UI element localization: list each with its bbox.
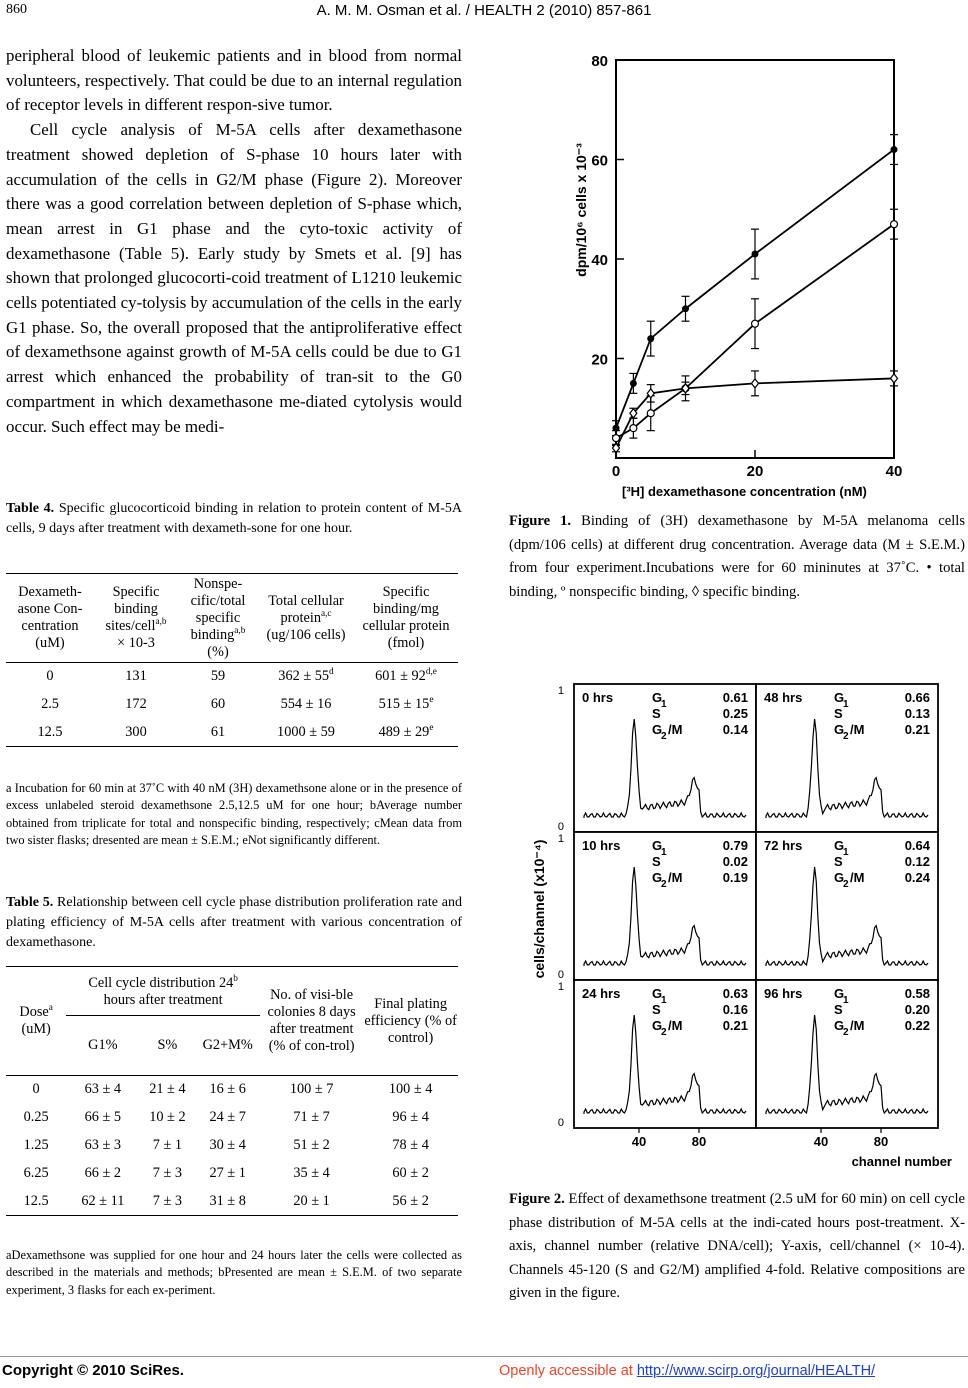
phase-label-g1: G (652, 690, 663, 705)
time-label: 0 hrs (582, 690, 614, 705)
table-cell: 0.25 (23, 1109, 49, 1125)
time-label: 10 hrs (582, 838, 621, 853)
x-axis-label: [³H] dexamethasone concentration (nM) (622, 484, 867, 499)
table-cell: 96 ± 4 (392, 1109, 429, 1125)
table-cell: 100 ± 7 (289, 1081, 334, 1098)
page-number: 860 (6, 2, 27, 17)
y-tick-label: 1 (557, 685, 564, 697)
running-title: A. M. M. Osman et al. / HEALTH 2 (2010) 857-861 (316, 2, 652, 19)
table-cell: 30 ± 4 (209, 1137, 246, 1153)
table-row: 0 131 59 $362 \pm 55^d$ $601 \pm 92^{d,e}$ (46, 667, 437, 685)
phase-label-g2m: G (652, 1018, 663, 1033)
phase-label-s: S (834, 1002, 843, 1017)
table-row (6, 1076, 458, 1104)
phase-label-g2m: G (652, 870, 663, 885)
data-point-total (630, 380, 637, 387)
table-cell: 1.25 (23, 1137, 49, 1153)
table-cell: 20 ± 1 (293, 1192, 330, 1209)
phase-sub: 2 (661, 1027, 667, 1038)
x-tick-label: 20 (746, 463, 764, 480)
phase-label-g2m: G (834, 1018, 845, 1033)
data-point-specific (752, 379, 759, 388)
fraction-s: 0.13 (904, 706, 930, 721)
y-tick-label: 1 (557, 981, 564, 993)
time-label: 96 hrs (764, 986, 803, 1001)
fraction-g2m: 0.22 (904, 1018, 930, 1033)
table-cell: 7 ± 3 (152, 1192, 183, 1209)
table-5: Dose$^a$ (uM) Cell cycle distribution 24$^b$ hours after treatment No. of visi-ble colonies 8 days after treatment (% of con-trol) Final plating efficiency (% of control) G1% S% G2+M% 0 63 ± 4 21 ± 4 16 ± 6 100 ± 7 100 ± 4 0.25 66 ± 5 10 ± 2 24 ± 7 71 ± 7 96 ± 4 1.25 63 ± 3 7 ± 1 30 ± 4 51 ± 2 78 ± 4 6.25 66 ± 2 7 ± 3 27 ± 1 35 ± 4 60 ± 2 12.5 62 ± 11 7 ± 3 31 ± 8 20 ± 1 56 ± 2 (6, 966, 458, 1216)
data-point-nonspecific (630, 425, 637, 432)
phase-sub: /M (668, 870, 683, 885)
phase-label-s: S (652, 1002, 661, 1017)
t4-h-conc: Dexameth-asone Con-centration (uM) (17, 584, 83, 651)
x-tick-label: 40 (885, 463, 903, 480)
paragraph-2: Cell cycle analysis of M-5A cells after dexamethasone treatment showed depletion of S-phase 10 hours later with accumulation of the cells in G2/M phase (Figure 2). Moreover there was a good correlation between depletion of S-phase which, mean arrest in G1 phase and the cyto-toxic activity of dexamethasone (Table 5). Early study by Smets et al. [9] has shown that prolonged glucocorti-coid treatment of L1210 leukemic cells potentiated cy-tolysis by accumulation of the cells in the early G1 phase. So, the overall proposed that the antiproliferative effect of dexamethsone against growth of M-5A cells could be due to G1 arrest which enhanced the probability of tran-sit to the G0 compartment in which dexamethasone me-diated cytolysis would occur. Such effect may be medi- (6, 120, 462, 436)
y-tick-label: 40 (591, 252, 608, 269)
phase-sub: 2 (843, 879, 849, 890)
fraction-g2m: 0.19 (722, 870, 748, 885)
time-label: 48 hrs (764, 690, 803, 705)
phase-sub: 2 (661, 879, 667, 890)
t5-h-colonies: No. of visi-ble colonies 8 days after treatment (% of con-trol) (267, 987, 356, 1054)
table-cell: 35 ± 4 (293, 1165, 330, 1181)
t4-h-specmg: Specific binding/mg cellular protein (fmol) (362, 584, 450, 651)
t5-h-g1: G1% (88, 1037, 118, 1053)
t5-h-group: Cell cycle distribution 24 (88, 975, 234, 991)
fraction-g1: 0.63 (722, 986, 748, 1001)
t5-h-dose: Dose (19, 1004, 49, 1020)
phase-sub: 2 (843, 731, 849, 742)
y-tick-label: 1 (557, 833, 564, 845)
t5-h-plating: Final plating efficiency (% of control) (364, 995, 457, 1046)
t4-h-sites: Specific binding sites/cell (105, 584, 160, 634)
table-cell: 60 ± 2 (392, 1165, 429, 1181)
x-tick-label: 0 (611, 463, 621, 480)
fraction-g2m: 0.14 (722, 722, 748, 737)
phase-label-g1: G (834, 986, 845, 1001)
table4-footnote: a Incubation for 60 min at 37˚C with 40 nM (3H) dexamethsone alone or in the presence of excess unlabeled steroid dexamethsone 2.5,12.5 uM for one hour; bAverage number obtained from triplicate for total and nonspecific binding, respectively; cMean data from two sister flasks; dresented are mean ± S.E.M.; eNot significantly different. (6, 781, 462, 847)
phase-label-g1: G (834, 838, 845, 853)
phase-sub: 2 (843, 1027, 849, 1038)
figure1-caption-text: Binding of (3H) dexamethasone by M-5A melanoma cells (dpm/106 cells) at different drug concentration. Average data (M ± S.E.M.) from four experiment.Incubations were for 60 mininutes at 37˚C. • total binding, º nonspecific binding, ◊ specific binding. (509, 513, 965, 600)
fraction-g2m: 0.21 (722, 1018, 748, 1033)
table-row (6, 1104, 458, 1132)
data-point-total (647, 335, 654, 342)
t4-h-protein: Total cellular protein (268, 592, 344, 626)
phase-label-s: S (834, 854, 843, 869)
data-point-nonspecific (647, 410, 654, 417)
phase-sub: 1 (661, 847, 667, 858)
fraction-s: 0.12 (904, 854, 930, 869)
phase-sub: /M (668, 722, 683, 737)
phase-sub: /M (850, 870, 865, 885)
y-tick-label: 60 (591, 152, 608, 170)
phase-sub: 1 (843, 847, 849, 858)
paragraph-1: peripheral blood of leukemic patients and in blood from normal volunteers, respectively. That could be due to an internal regulation of receptor levels in different respon-sive tumor. (6, 46, 462, 115)
table-cell: 51 ± 2 (293, 1137, 330, 1153)
phase-label-g1: G (652, 838, 663, 853)
table-cell: 78 ± 4 (392, 1137, 429, 1153)
phase-sub: 2 (661, 731, 667, 742)
phase-label-g1: G (652, 986, 663, 1001)
y-tick-label: 0 (557, 821, 564, 833)
fraction-s: 0.25 (722, 706, 748, 721)
data-point-total (752, 251, 759, 258)
data-point-nonspecific (613, 435, 620, 442)
time-label: 24 hrs (582, 986, 621, 1001)
table5-footnote: aDexamethsone was supplied for one hour and 24 hours later the cells were collected as described in the materials and methods; bPresented are mean ± S.E.M. of two separate experiment, 3 flasks for each ex-periment. (6, 1248, 462, 1297)
fraction-s: 0.02 (722, 854, 748, 869)
figure-2-histograms (508, 676, 968, 1176)
fraction-g1: 0.61 (722, 690, 748, 705)
y-axis-label: dpm/10⁶ cells x 10⁻³ (573, 143, 589, 277)
table-cell: 66 ± 2 (84, 1165, 122, 1181)
y-tick-label: 0 (557, 969, 564, 981)
x-axis-label: channel number (851, 1154, 952, 1169)
table-4: Dexameth-asone Con-centration (uM) Specific binding sites/cell$^{a,b}$ × 10-3 Nonspe-cific/total specific binding$^{a,b}$ (%) Total cellular protein$^{a,c}$ (ug/106 cells) Specific binding/mg cellular protein (fmol) 0 131 59 $362 \pm 55^d$ $601 \pm 92^{d,e}$ 2.5 172 60 554 ± 16 $515 \pm 15^e$ 12.5 300 61 1000 ± 59 $489 \pm 29^e$ (6, 573, 458, 747)
table4-caption: Table 4. Specific glucocorticoid binding in relation to protein content of M-5A cells, 9 days after treatment with dexameth-sone for one hour. (6, 501, 463, 536)
journal-link[interactable]: http://www.scirp.org/journal/HEALTH/ (636, 1363, 876, 1379)
table-cell: 12.5 (23, 1192, 49, 1209)
table-row: 12.5 300 61 1000 ± 59 $489 \pm 29^e$ (6, 719, 458, 747)
phase-label-g1: G (834, 690, 845, 705)
fraction-g1: 0.79 (722, 838, 748, 853)
y-axis-label: cells/channel (x10⁻⁴) (531, 839, 547, 979)
fraction-s: 0.20 (904, 1002, 930, 1017)
table-cell: 63 ± 4 (84, 1081, 122, 1098)
time-label: 72 hrs (764, 838, 803, 853)
table-row (6, 1188, 458, 1216)
fraction-s: 0.16 (722, 1002, 748, 1017)
footer-divider (0, 1356, 968, 1357)
fraction-g1: 0.64 (904, 838, 930, 853)
y-tick-label: 0 (557, 1117, 564, 1129)
x-tick-label: 40 (631, 1134, 647, 1149)
phase-sub: 1 (843, 995, 849, 1006)
y-tick-label: 20 (591, 351, 608, 369)
phase-sub: 1 (661, 699, 667, 710)
x-tick-label: 80 (691, 1134, 707, 1149)
data-point-nonspecific (752, 320, 759, 327)
table-row: 2.5 172 60 554 ± 16 $515 \pm 15^e$ (41, 695, 434, 712)
table-cell: 31 ± 8 (209, 1192, 246, 1209)
table-cell: 27 ± 1 (209, 1165, 246, 1181)
t5-h-s: S% (157, 1037, 178, 1053)
table-cell: 21 ± 4 (149, 1081, 186, 1098)
table-cell: 24 ± 7 (209, 1109, 246, 1125)
phase-sub: 1 (843, 699, 849, 710)
table-cell: 100 ± 4 (388, 1081, 433, 1098)
table-cell: 6.25 (23, 1165, 49, 1181)
table-cell: 56 ± 2 (392, 1192, 429, 1209)
x-tick-label: 80 (873, 1134, 889, 1149)
table-cell: 7 ± 3 (152, 1165, 183, 1181)
table4-caption-text: Specific glucocorticoid binding in relation to protein content of M-5A cells, 9 days after treatment with dexameth-sone for one hour. (6, 501, 463, 536)
fraction-g1: 0.58 (904, 986, 930, 1001)
phase-label-s: S (652, 706, 661, 721)
table-cell: 66 ± 5 (84, 1109, 122, 1125)
data-point-nonspecific (891, 221, 898, 228)
table5-body (6, 1076, 458, 1216)
footer-access: Openly accessible at http://www.scirp.org/journal/HEALTH/ (499, 1363, 876, 1379)
table5-caption-text: Relationship between cell cycle phase distribution proliferation rate and plating efficiency of M-5A cells after treatment with various concentration of dexamethasone. (6, 895, 462, 950)
t5-h-g2m: G2+M% (202, 1037, 253, 1053)
phase-label-s: S (834, 706, 843, 721)
phase-label-g2m: G (652, 722, 663, 737)
figure2-caption-text: Effect of dexamethsone treatment (2.5 uM for 60 min) on cell cycle phase distribution of M-5A cells at the indi-cated hours post-treatment. X-axis, channel number (relative DNA/cell); Y-axis, cell/channel (× 10-4). Channels 45-120 (S and G2/M) amplified 4-fold. Relative compositions are given in the figure. (509, 1191, 965, 1301)
phase-sub: /M (850, 722, 865, 737)
table-cell: 62 ± 11 (81, 1192, 125, 1209)
data-point-total (891, 146, 898, 153)
table-cell: 16 ± 6 (209, 1081, 246, 1098)
fraction-g1: 0.66 (904, 690, 930, 705)
figure2-caption: Figure 2. Effect of dexamethsone treatment (2.5 uM for 60 min) on cell cycle phase distribution of M-5A cells at the indi-cated hours post-treatment. X-axis, channel number (relative DNA/cell); Y-axis, cell/channel (× 10-4). Channels 45-120 (S and G2/M) amplified 4-fold. Relative compositions are given in the figure. (509, 1191, 965, 1301)
table-cell: 0 (32, 1081, 40, 1098)
footer-copyright: Copyright © 2010 SciRes. (2, 1362, 184, 1379)
phase-sub: 1 (661, 995, 667, 1006)
y-tick-label: 80 (591, 53, 608, 70)
table-row (6, 1160, 458, 1188)
phase-sub: /M (668, 1018, 683, 1033)
fraction-g2m: 0.24 (904, 870, 930, 885)
x-tick-label: 40 (813, 1134, 829, 1149)
body-text (6, 44, 462, 439)
figure1-caption: Figure 1. Binding of (3H) dexamethasone by M-5A melanoma cells (dpm/106 cells) at different drug concentration. Average data (M ± S.E.M.) from four experiment.Incubations were for 60 mininutes at 37˚C. • total binding, º nonspecific binding, ◊ specific binding. (509, 513, 965, 600)
t4-h-nonspec: Nonspe-cific/total specific binding (190, 575, 246, 643)
table-cell: 7 ± 1 (152, 1137, 183, 1153)
table-cell: 10 ± 2 (149, 1109, 186, 1125)
figure-1-chart (508, 40, 968, 510)
table5-caption: Table 5. Relationship between cell cycle phase distribution proliferation rate and plating efficiency of M-5A cells after treatment with various concentration of dexamethasone. (6, 895, 462, 950)
table-cell: 63 ± 3 (84, 1137, 122, 1153)
data-point-specific (891, 374, 898, 383)
phase-label-g2m: G (834, 870, 845, 885)
table-cell: 71 ± 7 (293, 1109, 330, 1125)
data-point-total (682, 305, 689, 312)
phase-sub: /M (850, 1018, 865, 1033)
table-row (6, 1132, 458, 1160)
phase-label-s: S (652, 854, 661, 869)
phase-label-g2m: G (834, 722, 845, 737)
fraction-g2m: 0.21 (904, 722, 930, 737)
